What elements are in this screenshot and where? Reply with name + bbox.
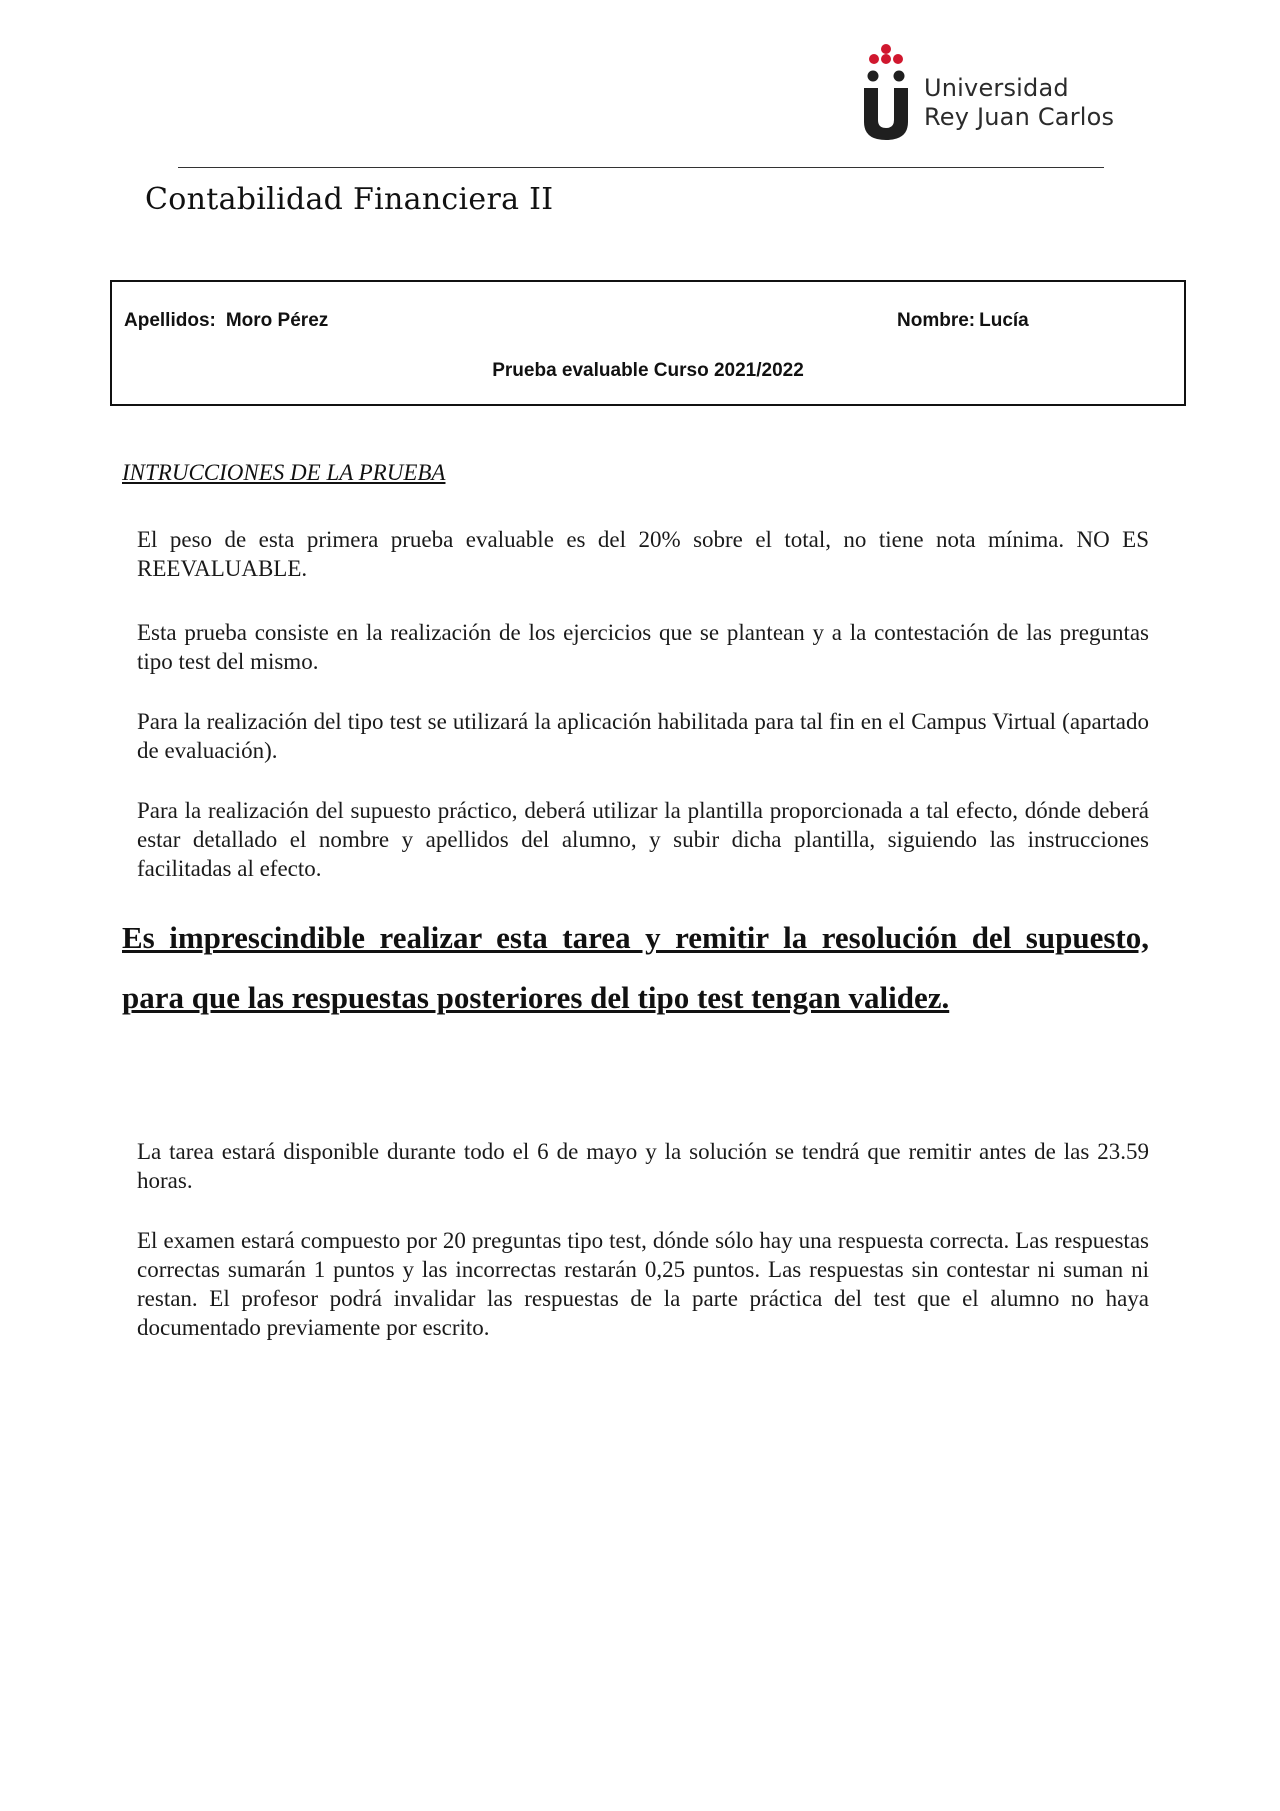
- instruction-paragraph: El examen estará compuesto por 20 preguntas tipo test, dónde sólo hay una respuesta correcta. Las respuestas correctas sumarán 1 puntos y las incorrectas restarán 0,25 puntos. Las respuestas sin contestar ni suman ni restan. El profesor podrá invalidar las respuestas de la parte práctica del test que el alumno no haya documentado previamente por escrito.: [137, 1228, 1149, 1340]
- nombre-field: [897, 310, 1029, 332]
- apellidos-field: [124, 310, 328, 332]
- university-name: [924, 74, 1114, 132]
- nombre-value: Lucía: [979, 310, 1029, 331]
- urjc-logo-icon: [860, 42, 912, 142]
- header-divider: [178, 167, 1104, 168]
- prueba-title: Prueba evaluable Curso 2021/2022: [492, 360, 804, 381]
- important-notice: Es imprescindible realizar esta tarea y remitir la resolución del supuesto, para que las respuestas posteriores del tipo test tengan validez.: [122, 920, 1149, 1015]
- university-logo: [860, 42, 1120, 142]
- nombre-label: Nombre:: [897, 310, 976, 331]
- apellidos-label: Apellidos:: [124, 310, 216, 331]
- student-info-box: [110, 280, 1186, 406]
- university-name-line2: Rey Juan Carlos: [924, 103, 1115, 131]
- university-name-line1: Universidad: [924, 74, 1069, 102]
- instruction-paragraph: Esta prueba consiste en la realización de los ejercicios que se plantean y a la contestación de las preguntas tipo test del mismo.: [137, 620, 1149, 674]
- instructions-heading: INTRUCCIONES DE LA PRUEBA: [122, 460, 446, 485]
- instruction-paragraph: El peso de esta primera prueba evaluable es del 20% sobre el total, no tiene nota mínima. NO ES REEVALUABLE.: [137, 527, 1149, 581]
- apellidos-value: Moro Pérez: [225, 310, 329, 331]
- course-title: Contabilidad Financiera II: [145, 182, 554, 217]
- instruction-paragraph: Para la realización del supuesto práctico, deberá utilizar la plantilla proporcionada a tal efecto, dónde deberá estar detallado el nombre y apellidos del alumno, y subir dicha plantilla, siguiendo las instrucciones facilitadas al efecto.: [137, 798, 1149, 881]
- instruction-paragraph: Para la realización del tipo test se utilizará la aplicación habilitada para tal fin en el Campus Virtual (apartado de evaluación).: [137, 709, 1149, 763]
- instruction-paragraph: La tarea estará disponible durante todo el 6 de mayo y la solución se tendrá que remitir antes de las 23.59 horas.: [137, 1139, 1149, 1193]
